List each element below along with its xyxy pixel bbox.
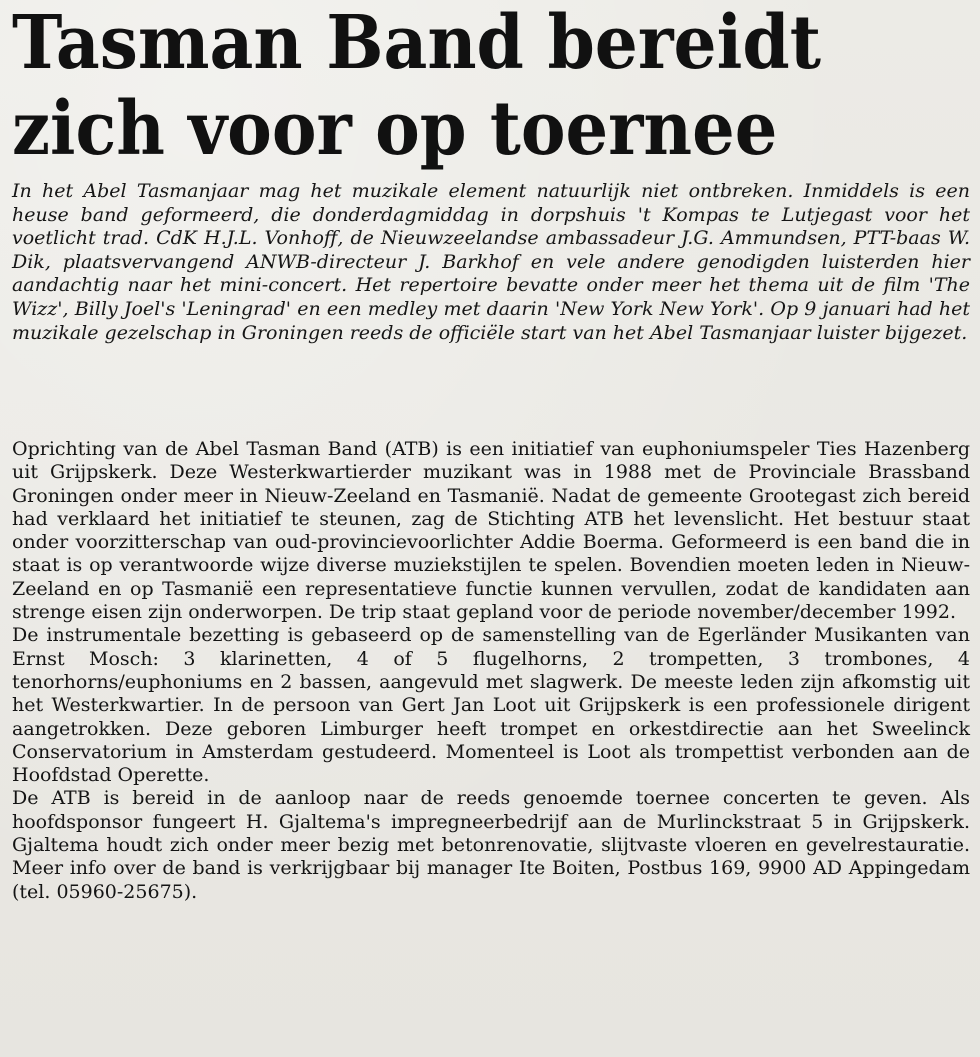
headline-line-2: zich voor op toernee: [12, 86, 778, 172]
headline: [12, 0, 972, 172]
body-paragraph-2: De instrumentale bezetting is gebaseerd op de samenstelling van de Egerländer Musikanten van Ernst Mosch: 3 klarinetten, 4 of 5 flugelhorns, 2 trompetten, 3 trombones, 4 tenorhorns/euphoniums en 2 bassen, aangevuld met slagwerk. De meeste leden zijn afkomstig uit het Westerkwartier. In de persoon van Gert Jan Loot uit Grijpskerk is een professionele dirigent aangetrokken. Deze geboren Limburger heeft trompet en orkestdirectie aan het Sweelinck Conservatorium in Amsterdam gestudeerd. Momenteel is Loot als trompettist verbonden aan de Hoofdstad Operette.: [12, 624, 970, 787]
article-body: [12, 438, 970, 904]
intro-paragraph: In het Abel Tasmanjaar mag het muzikale element natuurlijk niet ontbreken. Inmiddels is een heuse band geformeerd, die donderdagmiddag in dorpshuis 't Kompas te Lutjegast voor het voetlicht trad. CdK H.J.L. Vonhoff, de Nieuwzeelandse ambassadeur J.G. Ammundsen, PTT-baas W. Dik, plaatsvervangend ANWB-directeur J. Barkhof en vele andere genodigden luisterden hier aandachtig naar het mini-concert. Het repertoire bevatte onder meer het thema uit de film 'The Wizz', Billy Joel's 'Leningrad' en een medley met daarin 'New York New York'. Op 9 januari had het muzikale gezelschap in Groningen reeds de officiële start van het Abel Tasmanjaar luister bijgezet.: [12, 180, 970, 344]
headline-line-1: Tasman Band bereidt: [12, 0, 821, 86]
article-intro: [12, 180, 970, 345]
body-paragraph-3: De ATB is bereid in de aanloop naar de reeds genoemde toernee concerten te geven. Als hoofdsponsor fungeert H. Gjaltema's impregneerbedrijf aan de Murlinckstraat 5 in Grijpskerk. Gjaltema houdt zich onder meer bezig met betonrenovatie, slijtvaste vloeren en gevelrestauratie. Meer info over de band is verkrijgbaar bij manager Ite Boiten, Postbus 169, 9900 AD Appingedam (tel. 05960-25675).: [12, 787, 970, 903]
body-paragraph-1: Oprichting van de Abel Tasman Band (ATB) is een initiatief van euphoniumspeler Ties Hazenberg uit Grijpskerk. Deze Westerkwartierder muzikant was in 1988 met de Provinciale Brassband Groningen onder meer in Nieuw-Zeeland en Tasmanië. Nadat de gemeente Grootegast zich bereid had verklaard het initiatief te steunen, zag de Stichting ATB het levenslicht. Het bestuur staat onder voorzitterschap van oud-provincievoorlichter Addie Boerma. Geformeerd is een band die in staat is op verantwoorde wijze diverse muziekstijlen te spelen. Bovendien moeten leden in Nieuw-Zeeland en op Tasmanië een representatieve functie kunnen vervullen, zodat de kandidaten aan strenge eisen zijn onderworpen. De trip staat gepland voor de periode november/december 1992.: [12, 438, 970, 624]
